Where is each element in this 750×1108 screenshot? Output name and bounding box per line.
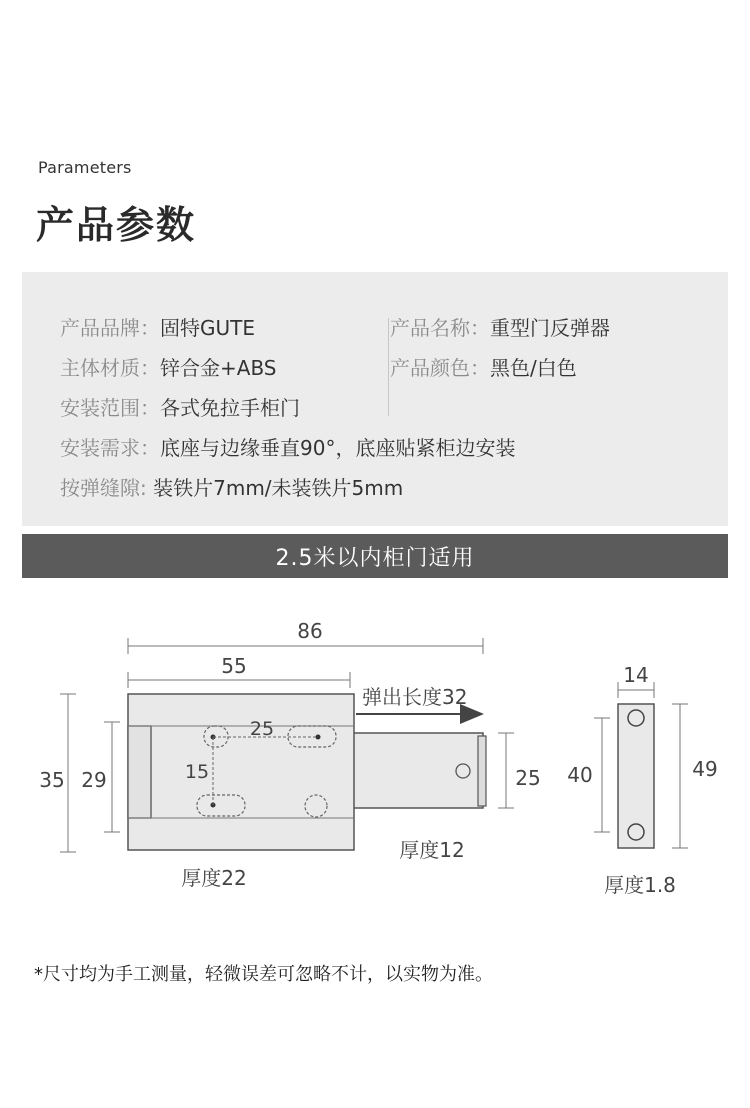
outer-height-label: 35 [39, 768, 65, 792]
page-title: 产品参数 [36, 203, 197, 247]
plate-width-label: 14 [623, 663, 649, 687]
spec-product-name [390, 316, 610, 340]
plunger-housing [350, 733, 483, 808]
body-width-label: 55 [221, 654, 247, 678]
overall-width-label: 86 [297, 619, 323, 643]
dimension-diagram [0, 600, 750, 910]
spec-panel [22, 272, 728, 526]
hole-spacing-h-label: 25 [249, 718, 275, 740]
section-eyebrow: Parameters [38, 158, 132, 177]
spec-color [390, 356, 577, 380]
spec-key: 产品颜色 [390, 356, 470, 380]
plate-thickness-label: 厚度1.8 [604, 873, 676, 897]
body-tab [128, 726, 151, 818]
spec-install-requirement [60, 436, 515, 460]
spec-key: 产品名称 [390, 316, 470, 340]
eject-length-label: 弹出长度32 [362, 685, 468, 709]
spec-gap [60, 476, 403, 500]
spec-value: 底座与边缘垂直90°，底座贴紧柜边安装 [160, 436, 516, 460]
spec-value: 锌合金+ABS [160, 356, 277, 380]
spec-sep: ： [140, 356, 160, 380]
spec-value: 黑色/白色 [490, 356, 577, 380]
plunger-thickness-label: 厚度12 [399, 838, 465, 862]
banner-text: 2.5米以内柜门适用 [275, 545, 475, 571]
spec-value: 重型门反弹器 [490, 316, 610, 340]
spec-sep: : [140, 476, 154, 500]
spec-install-range [60, 396, 300, 420]
spec-material [60, 356, 277, 380]
inner-height-label: 29 [81, 768, 107, 792]
spec-value: 各式免拉手柜门 [160, 396, 300, 420]
spec-value: 装铁片7mm/未装铁片5mm [153, 476, 404, 500]
spec-sep: ： [470, 356, 490, 380]
spec-column-divider [388, 318, 389, 416]
spec-value: 固特GUTE [160, 316, 255, 340]
spec-key: 按弹缝隙 [60, 476, 140, 500]
spec-sep: ： [140, 436, 160, 460]
spec-key: 主体材质 [60, 356, 140, 380]
main-body [128, 694, 354, 850]
plunger-end-cap [478, 736, 486, 806]
spec-sep: ： [140, 316, 160, 340]
spec-key: 安装范围 [60, 396, 140, 420]
spec-sep: ： [470, 316, 490, 340]
plate-hole-spacing-label: 40 [567, 763, 593, 787]
plate-height-label: 49 [692, 757, 718, 781]
plunger-height-label: 25 [515, 766, 541, 790]
applicability-banner [22, 534, 728, 578]
body-thickness-label: 厚度22 [181, 866, 247, 890]
hole-spacing-v-label: 15 [184, 761, 210, 783]
spec-key: 产品品牌 [60, 316, 140, 340]
spec-key: 安装需求 [60, 436, 140, 460]
spec-brand [60, 316, 255, 340]
spec-sep: ： [140, 396, 160, 420]
measurement-footnote: *尺寸均为手工测量，轻微误差可忽略不计，以实物为准。 [34, 964, 493, 985]
